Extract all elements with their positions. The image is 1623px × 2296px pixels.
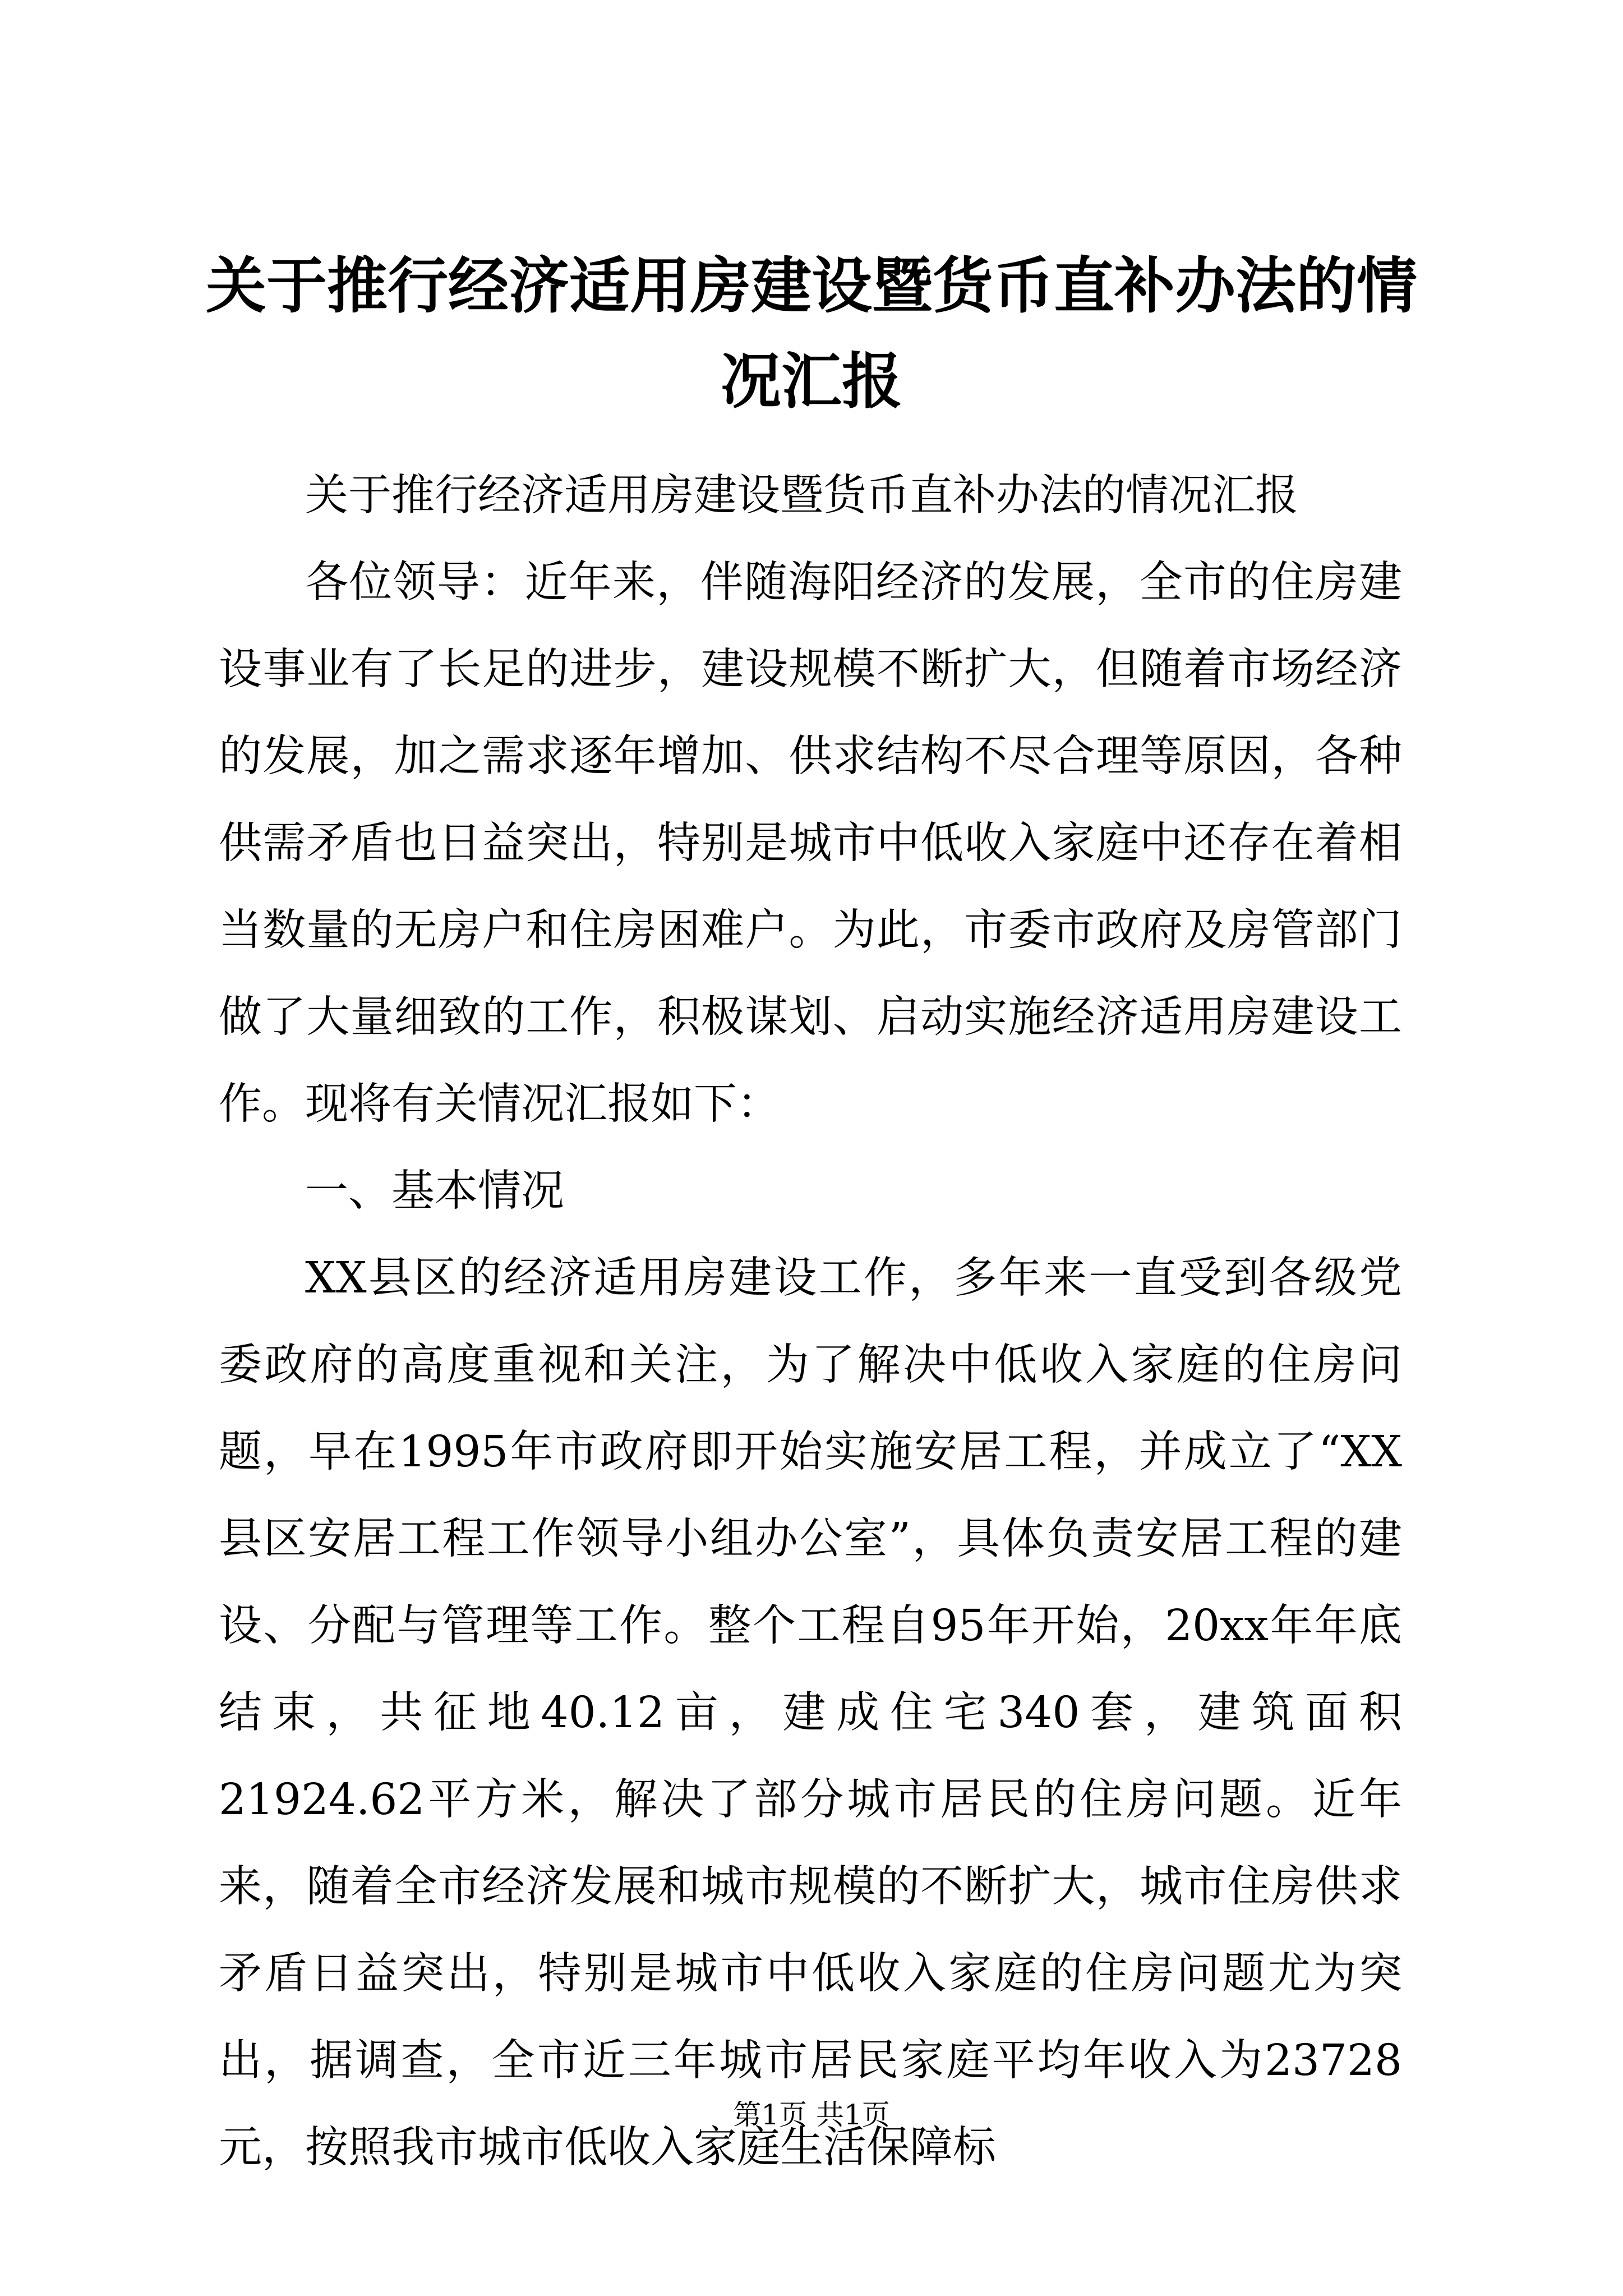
intro-paragraph: 各位领导：近年来，伴随海阳经济的发展，全市的住房建设事业有了长足的进步，建设规模不断扩大，但随着市场经济的发展，加之需求逐年增加、供求结构不尽合理等原因，各种供需矛盾也日益突出，特别是城市中低收入家庭中还存在着相当数量的无房户和住房困难户。为此，市委市政府及房管部门做了大量细致的工作，积极谋划、启动实施经济适用房建设工作。现将有关情况汇报如下： (219, 558, 1402, 1129)
subtitle-paragraph: 关于推行经济适用房建设暨货币直补办法的情况汇报 (305, 471, 1298, 521)
section-heading: 一、基本情况 (305, 1166, 564, 1216)
document-body (219, 452, 1402, 2191)
basic-situation-paragraph: XX县区的经济适用房建设工作，多年来一直受到各级党委政府的高度重视和关注，为了解决中低收入家庭的住房问题，早在1995年市政府即开始实施安居工程，并成立了“XX县区安居工程工作领导小组办公室”，具体负责安居工程的建设、分配与管理等工作。整个工程自95年开始，20xx年年底结束，共征地40.12亩，建成住宅340套，建筑面积21924.62平方米，解决了部分城市居民的住房问题。近年来，随着全市经济发展和城市规模的不断扩大，城市住房供求矛盾日益突出，特别是城市中低收入家庭的住房问题尤为突出，据调查，全市近三年城市居民家庭平均年收入为23728元，按照我市城市低收入家庭生活保障标 (219, 1253, 1402, 2173)
page-footer: 第1页 共1页 (733, 2099, 890, 2131)
document-title: 关于推行经济适用房建设暨货币直补办法的情况汇报 (205, 251, 1417, 417)
